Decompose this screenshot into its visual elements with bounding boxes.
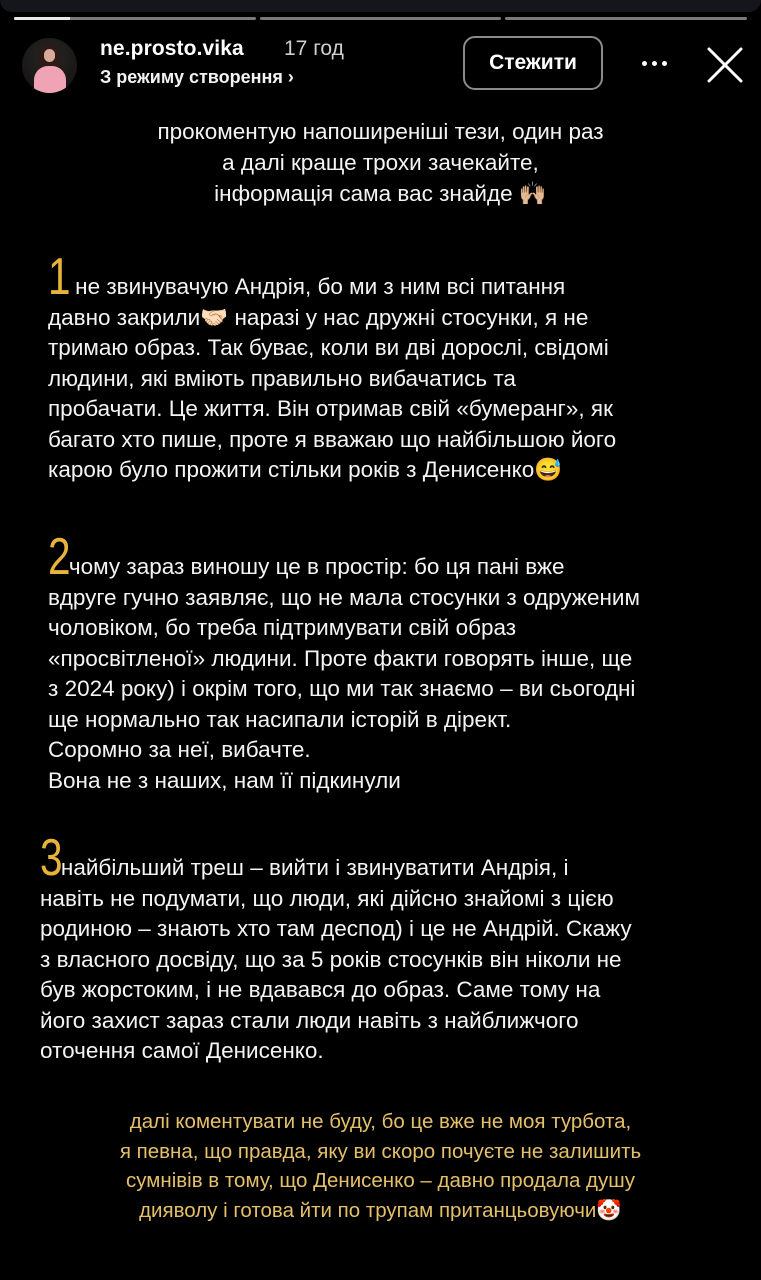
point-2 [48,528,728,796]
outro-line: далі коментувати не буду, бо це вже не моя турбота, [129,1110,632,1133]
point-line: вдруге гучно заявляє, що не мала стосунки з одруженим [48,584,640,610]
outro-text [0,1107,761,1225]
avatar-clothing [34,66,66,93]
progress-segment[interactable] [505,17,747,20]
point-line: Соромно за неї, вибачте. [48,737,311,762]
more-options-icon[interactable] [636,48,672,78]
point-line: «просвітленої» людини. Проте факти говорять інше, ще [48,645,633,671]
point-3 [40,829,720,1067]
progress-fill [14,17,70,20]
username-link[interactable]: ne.prosto.vika [100,37,244,60]
outro-line: я певна, що правда, яку ви скоро почуєте не залишить [119,1139,642,1163]
close-icon[interactable] [704,44,746,86]
progress-segment[interactable] [260,17,502,20]
progress-segment[interactable] [14,17,256,20]
avatar-face [44,49,55,62]
point-line [48,248,728,306]
intro-line: прокоментую напоширеніші тези, один раз [157,119,604,144]
point-line: з 2024 року) і окрім того, що ми так знаємо – ви сьогодні [48,676,636,701]
story-header [0,36,761,92]
post-time: 17 год [284,37,344,60]
point-line: давно закрили🤝🏻 наразі у нас дружні стосунки, я не [48,304,589,330]
point-line [48,528,728,586]
point-line: родиною – знають хто там деспод) і це не Андрій. Скажу [40,916,632,941]
point-line: пробачати. Це життя. Він отримав свій «бумеранг», як [48,396,613,421]
point-line: Вона не з наших, нам її підкинули [48,767,401,793]
point-text: найбільший треш – вийти і звинуватити Андрія, і [60,855,569,880]
dot [652,61,657,66]
point-line: з власного досвіду, що за 5 років стосунків він ніколи не [40,946,622,972]
intro-line: а далі краще трохи зачекайте, [222,150,539,175]
point-line: оточення самої Денисенко. [40,1038,324,1063]
top-band [0,0,761,12]
dot [642,61,647,66]
creation-mode-link[interactable]: З режиму створення › [100,67,294,87]
follow-button[interactable]: Стежити [463,36,603,90]
point-text: не звинувачую Андрія, бо ми з ним всі питання [68,274,566,299]
intro-text [0,116,761,209]
point-number: 3 [40,829,63,887]
point-line: навіть не подумати, що люди, які дійсно знайомі з цією [40,885,614,911]
outro-line: дияволу і готова йти по трупам пританцьовуючи🤡 [139,1198,622,1222]
dot [662,61,667,66]
point-line: його захист зараз стали люди навіть з найближчого [40,1007,579,1033]
point-line: ще нормально так насипали історій в дірект. [48,706,512,732]
point-line: людини, які вміють правильно вибачатись та [48,365,516,391]
avatar[interactable] [22,38,77,93]
point-line: тримаю образ. Так буває, коли ви дві дорослі, свідомі [48,335,609,360]
point-1 [48,248,728,486]
point-line: чоловіком, бо треба підтримувати свій образ [48,615,517,640]
point-number: 2 [48,528,71,586]
story-progress-bar [14,17,747,21]
point-line: багато хто пише, проте я вважаю що найбільшою його [48,426,617,452]
point-number: 1 [48,248,71,306]
point-line [40,829,720,887]
point-line: карою було прожити стільки років з Денисенко😅 [48,457,563,482]
outro-line: сумнівів в тому, що Денисенко – давно продала душу [126,1169,635,1192]
intro-line: інформація сама вас знайде 🙌🏼 [214,181,547,206]
point-text: чому зараз виношу це в простір: бо ця пані вже [68,554,565,579]
point-line: був жорстоким, і не вдавався до образ. Саме тому на [40,977,601,1002]
